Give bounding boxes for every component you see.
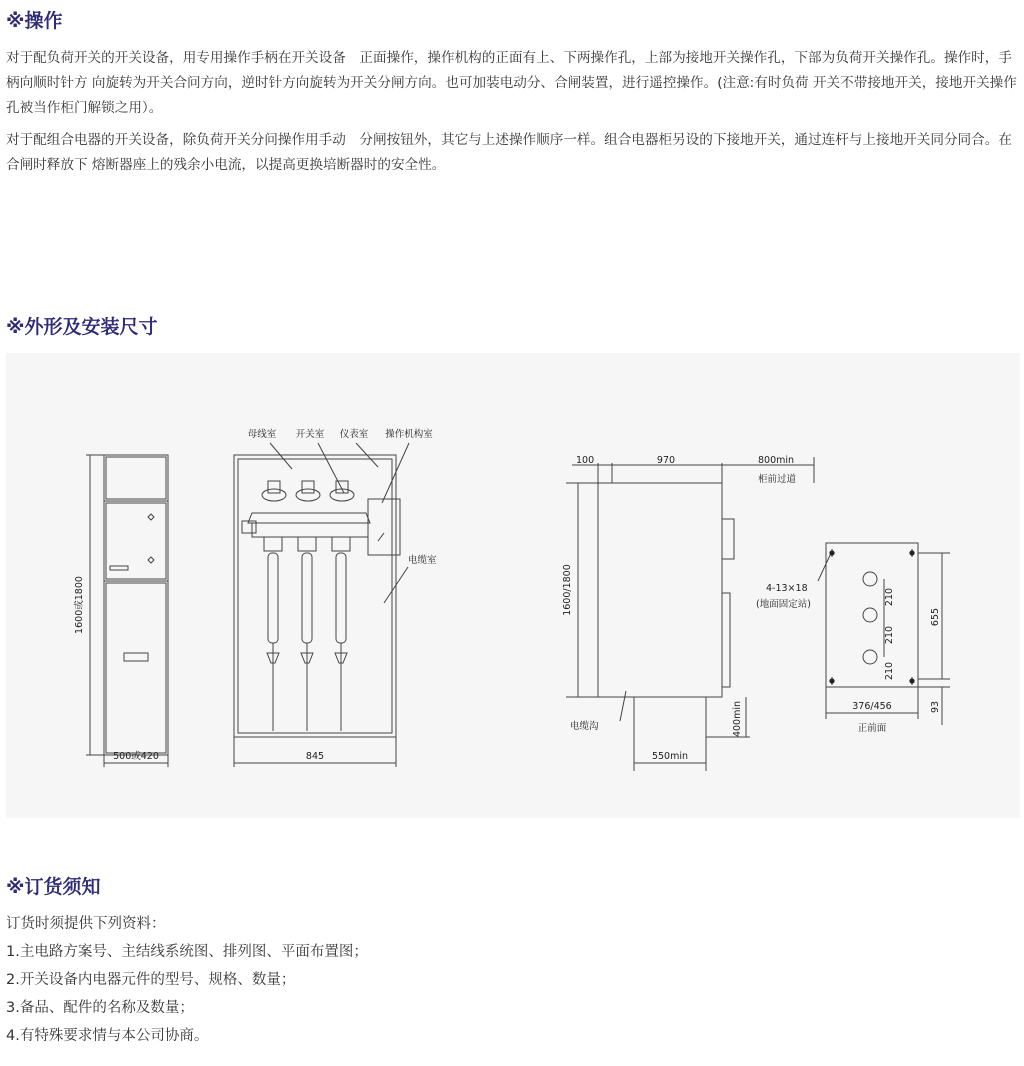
label-mechanism-room: 操作机构室 xyxy=(385,429,433,440)
ordering-item-1: 1.主电路方案号、主结线系统图、排列图、平面布置图； xyxy=(6,944,368,960)
technical-drawing xyxy=(6,353,1020,818)
side-height-label: 1600/1800 xyxy=(562,564,573,616)
label-switch-room: 开关室 xyxy=(295,429,325,440)
label-instrument-room: 仪表室 xyxy=(339,429,369,440)
ordering-intro: 订货时须提供下列资料： xyxy=(6,916,166,932)
plan-view-base xyxy=(826,543,918,687)
plan-view-label: 正前面 xyxy=(857,723,887,734)
label-corridor: 柜前过道 xyxy=(758,474,797,485)
operation-paragraph-1: 对于配负荷开关的开关设备，用专用操作手柄在开关设备 正面操作，操作机构的正面有上、下两操作孔，上部为接地开关操作孔，下部为负荷开关操作孔。操作时，手柄向顺时针方 向旋转为开关合问方向，逆时针方向旋转为开关分闸方向。也可加装电动分、合闸装置，进行遥控操作。(注意:有时负荷 开关不带接地开关，接地开关操作孔被当作柜门解锁之用）。 xyxy=(6,50,1017,116)
ordering-item-3: 3.备品、配件的名称及数量； xyxy=(6,1000,194,1016)
plan-dim-210-1: 210 xyxy=(884,587,895,607)
side-depth-label: 845 xyxy=(305,751,325,762)
dimension-drawing xyxy=(6,353,1020,818)
operation-paragraph-2: 对于配组合电器的开关设备，除负荷开关分问操作用手动 分闸按钮外，其它与上述操作顺序一样。组合电器柜另设的下接地开关，通过连杆与上接地开关同分同合。在合闸时释放下 熔断器座上的残余小电流，以提高更换培断器时的安全性。 xyxy=(6,132,1012,173)
ordering-list xyxy=(6,910,1006,1050)
section-title-ordering: ※订货须知 xyxy=(6,876,101,898)
ordering-item-2: 2.开关设备内电器元件的型号、规格、数量； xyxy=(6,972,296,988)
holes-label: 4-13×18 xyxy=(766,583,808,594)
label-cable-trench: 电缆沟 xyxy=(570,721,599,732)
ordering-item-4: 4.有特殊要求情与本公司协商。 xyxy=(6,1028,209,1044)
label-busbar-room: 母线室 xyxy=(247,429,277,440)
plan-dim-655: 655 xyxy=(930,607,941,627)
trench-depth-label: 400min xyxy=(732,700,743,738)
plan-dim-210-3: 210 xyxy=(884,661,895,681)
front-height-label: 1600或1800 xyxy=(74,576,85,634)
plan-width-label: 376/456 xyxy=(852,701,892,712)
section-title-dimensions: ※外形及安装尺寸 xyxy=(6,316,158,338)
side-elevation-cabinet xyxy=(598,483,722,697)
front-view-cabinet xyxy=(104,455,168,755)
section-title-operation: ※操作 xyxy=(6,10,63,32)
trench-width-label: 550min xyxy=(651,751,689,762)
plan-dim-210-2: 210 xyxy=(884,625,895,645)
plan-dim-93: 93 xyxy=(930,700,941,714)
dim-970: 970 xyxy=(656,455,676,466)
floor-fix-label: (地面固定站) xyxy=(756,599,811,610)
dim-800min: 800min xyxy=(758,455,795,466)
dim-100: 100 xyxy=(576,455,595,466)
side-section-cabinet xyxy=(234,455,396,737)
front-width-label: 500或420 xyxy=(113,751,159,762)
label-cable-room: 电缆室 xyxy=(408,555,437,566)
